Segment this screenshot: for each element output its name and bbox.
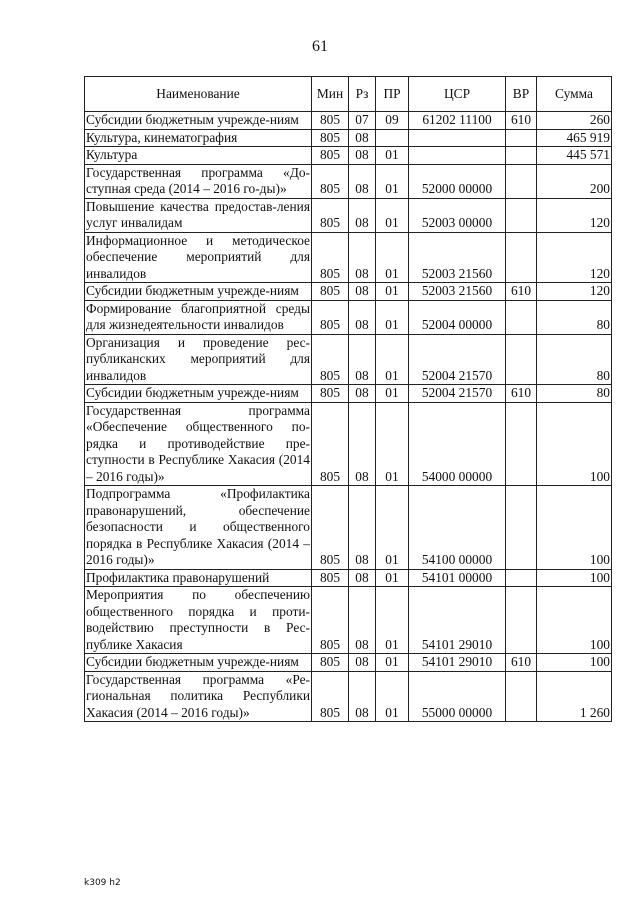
cell-sum: 200	[537, 164, 612, 198]
table-row	[85, 654, 612, 672]
cell-rz: 08	[349, 654, 376, 672]
cell-rz: 08	[349, 334, 376, 385]
cell-sum: 120	[537, 198, 612, 232]
column-header-sum: Сумма	[537, 77, 612, 112]
cell-name: Подпрограмма «Профилактика правонарушений, обеспечение безопасности и общественного порядка в Республике Хакасия (2014 – 2016 годы)»	[86, 486, 310, 567]
cell-min: 805	[312, 232, 349, 283]
cell-csr: 54000 00000	[409, 402, 506, 486]
cell-name: Субсидии бюджетным учрежде-ниям	[85, 385, 312, 403]
cell-min: 805	[312, 334, 349, 385]
cell-rz: 07	[349, 112, 376, 130]
cell-vr	[506, 129, 537, 147]
cell-min: 805	[312, 587, 349, 654]
cell-csr: 61202 11100	[409, 112, 506, 130]
cell-rz: 08	[349, 129, 376, 147]
table-row	[85, 283, 612, 301]
budget-table	[84, 76, 612, 722]
cell-name: Культура, кинематография	[85, 129, 312, 147]
table-row	[85, 671, 612, 722]
page-number: 61	[312, 38, 328, 55]
cell-sum: 465 919	[537, 129, 612, 147]
cell-vr: 610	[506, 385, 537, 403]
cell-min: 805	[312, 198, 349, 232]
cell-name: Государственная программа «До-ступная среда (2014 – 2016 го-ды)»	[86, 164, 310, 196]
cell-rz: 08	[349, 164, 376, 198]
column-header-min: Мин	[312, 77, 349, 112]
cell-csr	[409, 147, 506, 165]
cell-rz: 08	[349, 147, 376, 165]
cell-vr	[506, 300, 537, 334]
cell-sum: 100	[537, 587, 612, 654]
cell-pr: 09	[376, 112, 409, 130]
cell-csr: 52004 21570	[409, 334, 506, 385]
table-row	[85, 587, 612, 654]
cell-sum: 80	[537, 385, 612, 403]
cell-sum: 100	[537, 569, 612, 587]
cell-csr: 55000 00000	[409, 671, 506, 722]
cell-name: Мероприятия по обеспечению общественного порядка и проти-водействию преступности в Рес-публике Хакасия	[86, 587, 310, 652]
table-row	[85, 569, 612, 587]
cell-csr: 52004 00000	[409, 300, 506, 334]
cell-sum: 100	[537, 654, 612, 672]
column-header-name: Наименование	[85, 77, 312, 112]
cell-csr: 54101 29010	[409, 654, 506, 672]
cell-name: Субсидии бюджетным учрежде-ниям	[85, 112, 312, 130]
column-header-pr: ПР	[376, 77, 409, 112]
cell-rz: 08	[349, 587, 376, 654]
cell-csr: 52000 00000	[409, 164, 506, 198]
cell-vr	[506, 164, 537, 198]
cell-csr: 54100 00000	[409, 486, 506, 570]
cell-sum: 120	[537, 232, 612, 283]
cell-csr	[409, 129, 506, 147]
cell-pr: 01	[376, 385, 409, 403]
cell-csr: 52004 21570	[409, 385, 506, 403]
cell-rz: 08	[349, 402, 376, 486]
table-row	[85, 232, 612, 283]
cell-vr	[506, 334, 537, 385]
cell-pr: 01	[376, 654, 409, 672]
cell-sum: 1 260	[537, 671, 612, 722]
cell-vr: 610	[506, 654, 537, 672]
cell-rz: 08	[349, 283, 376, 301]
cell-min: 805	[312, 112, 349, 130]
cell-name: Субсидии бюджетным учрежде-ниям	[85, 283, 312, 301]
cell-pr: 01	[376, 486, 409, 570]
table-body	[85, 112, 612, 722]
cell-min: 805	[312, 402, 349, 486]
cell-min: 805	[312, 569, 349, 587]
cell-min: 805	[312, 654, 349, 672]
cell-name: Профилактика правонарушений	[85, 569, 312, 587]
table-row	[85, 147, 612, 165]
cell-vr	[506, 671, 537, 722]
cell-name: Субсидии бюджетным учрежде-ниям	[85, 654, 312, 672]
cell-csr: 52003 00000	[409, 198, 506, 232]
cell-pr: 01	[376, 164, 409, 198]
cell-rz: 08	[349, 232, 376, 283]
table-row	[85, 385, 612, 403]
cell-pr: 01	[376, 283, 409, 301]
cell-min: 805	[312, 129, 349, 147]
cell-vr	[506, 232, 537, 283]
table-row	[85, 334, 612, 385]
cell-csr: 54101 00000	[409, 569, 506, 587]
cell-sum: 260	[537, 112, 612, 130]
table-row	[85, 129, 612, 147]
cell-pr: 01	[376, 587, 409, 654]
column-header-vr: ВР	[506, 77, 537, 112]
cell-rz: 08	[349, 569, 376, 587]
cell-vr	[506, 587, 537, 654]
cell-sum: 445 571	[537, 147, 612, 165]
table-row	[85, 486, 612, 570]
cell-vr: 610	[506, 112, 537, 130]
cell-csr: 54101 29010	[409, 587, 506, 654]
cell-sum: 80	[537, 300, 612, 334]
cell-pr: 01	[376, 198, 409, 232]
cell-pr: 01	[376, 402, 409, 486]
cell-min: 805	[312, 385, 349, 403]
cell-pr: 01	[376, 232, 409, 283]
cell-rz: 08	[349, 385, 376, 403]
cell-min: 805	[312, 283, 349, 301]
cell-rz: 08	[349, 486, 376, 570]
cell-vr	[506, 402, 537, 486]
cell-sum: 100	[537, 486, 612, 570]
cell-sum: 100	[537, 402, 612, 486]
cell-name: Государственная программа «Обеспечение общественного по-рядка и противодействие пре-ступности в Республике Хакасия (2014 – 2016 годы)»	[86, 402, 310, 484]
footer-code: k309 h2	[84, 878, 121, 888]
cell-min: 805	[312, 300, 349, 334]
cell-pr: 01	[376, 300, 409, 334]
cell-name: Информационное и методическое обеспечение мероприятий для инвалидов	[86, 232, 310, 281]
cell-name: Государственная программа «Ре-гиональная политика Республики Хакасия (2014 – 2016 годы)»	[86, 671, 310, 720]
cell-min: 805	[312, 164, 349, 198]
cell-vr	[506, 486, 537, 570]
cell-vr	[506, 198, 537, 232]
cell-min: 805	[312, 671, 349, 722]
cell-min: 805	[312, 147, 349, 165]
cell-vr: 610	[506, 283, 537, 301]
cell-rz: 08	[349, 671, 376, 722]
cell-name: Организация и проведение рес-публиканских мероприятий для инвалидов	[86, 334, 310, 383]
cell-pr: 01	[376, 334, 409, 385]
cell-pr	[376, 129, 409, 147]
cell-sum: 80	[537, 334, 612, 385]
cell-rz: 08	[349, 300, 376, 334]
column-header-csr: ЦСР	[409, 77, 506, 112]
cell-csr: 52003 21560	[409, 283, 506, 301]
cell-vr	[506, 569, 537, 587]
cell-name: Повышение качества предостав-ления услуг инвалидам	[86, 198, 310, 230]
table-header-row	[85, 77, 612, 112]
table-row	[85, 300, 612, 334]
cell-sum: 120	[537, 283, 612, 301]
cell-pr: 01	[376, 147, 409, 165]
cell-csr: 52003 21560	[409, 232, 506, 283]
cell-name: Формирование благоприятной среды для жизнедеятельности инвалидов	[86, 300, 310, 332]
cell-min: 805	[312, 486, 349, 570]
cell-vr	[506, 147, 537, 165]
cell-rz: 08	[349, 198, 376, 232]
cell-name: Культура	[85, 147, 312, 165]
cell-pr: 01	[376, 671, 409, 722]
cell-pr: 01	[376, 569, 409, 587]
column-header-rz: Рз	[349, 77, 376, 112]
table-row	[85, 112, 612, 130]
table-row	[85, 164, 612, 198]
table-row	[85, 198, 612, 232]
table-row	[85, 402, 612, 486]
